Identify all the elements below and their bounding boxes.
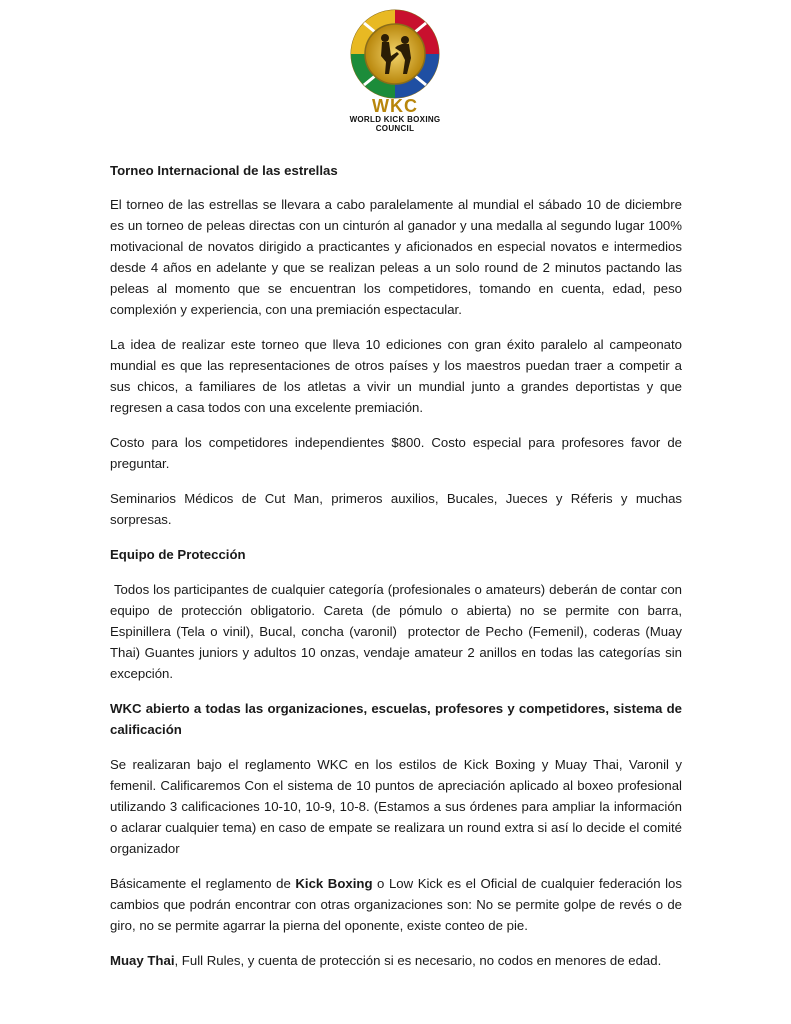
- kb-text-pre: Básicamente el reglamento de: [110, 876, 296, 891]
- wkc-emblem-icon: [345, 8, 445, 100]
- logo-caption: [320, 97, 470, 133]
- kb-text-post: o Low Kick es el Oficial de cualquier federación los cambios que podrán encontrar con otras organizaciones son: No se permite golpe de revés o de giro, no se permite agarrar la pierna del oponente, existe conteo de pie.: [110, 876, 682, 933]
- equipo-heading: Equipo de Protección: [110, 547, 246, 562]
- costo-paragraph: Costo para los competidores independientes $800. Costo especial para profesores favor de preguntar.: [110, 435, 682, 471]
- logo-line-2: COUNCIL: [375, 124, 415, 133]
- kb-bold: Kick Boxing: [295, 876, 373, 891]
- wkc-paragraph: Se realizaran bajo el reglamento WKC en los estilos de Kick Boxing y Muay Thai, Varonil y femenil. Calificaremos Con el sistema de 10 puntos de apreciación aplicado al boxeo profesional utilizando 3 calificaciones 10-10, 10-9, 10-8. (Estamos a sus órdenes para ampliar la información o aclarar cualquier tema) en caso de empate se realizara un round extra si así lo decide el comité organizador: [110, 757, 682, 856]
- torneo-heading: Torneo Internacional de las estrellas: [110, 163, 338, 178]
- logo-acronym: WKC: [372, 96, 418, 116]
- torneo-paragraph-1: El torneo de las estrellas se llevara a cabo paralelamente al mundial el sábado 10 de diciembre es un torneo de peleas directas con un cinturón al ganador y una medalla al segundo lugar 100% motivacional de novatos dirigido a practicantes y aficionados en especial novatos e intermedios desde 4 años en adelante y que se realizan peleas a un solo round de 2 minutos pactando las peleas al momento que se encuentran los competidores, tomando en cuenta, edad, peso complexión y experiencia, con una premiación espectacular.: [110, 197, 682, 317]
- logo-line-1: WORLD KICK BOXING: [349, 115, 441, 124]
- muay-thai-paragraph: [110, 950, 682, 971]
- equipo-paragraph: Todos los participantes de cualquier categoría (profesionales o amateurs) deberán de contar con equipo de protección obligatorio. Careta (de pómulo o abierta) no se permite con barra, Espinillera (Tela o vinil), Bucal, concha (varonil) protector de Pecho (Femenil), coderas (Muay Thai) Guantes juniors y adultos 10 onzas, vendaje amateur 2 anillos en todas las categorías sin excepción.: [110, 582, 686, 681]
- wkc-heading: WKC abierto a todas las organizaciones, escuelas, profesores y competidores, sistema de calificación: [110, 701, 682, 737]
- seminarios-paragraph: Seminarios Médicos de Cut Man, primeros auxilios, Bucales, Jueces y Réferis y muchas sorpresas.: [110, 491, 682, 527]
- mt-text-post: , Full Rules, y cuenta de protección si es necesario, no codos en menores de edad.: [174, 953, 662, 968]
- document-body: [110, 160, 686, 971]
- mt-bold: Muay Thai: [110, 953, 175, 968]
- kick-boxing-paragraph: [110, 873, 682, 936]
- torneo-paragraph-2: La idea de realizar este torneo que lleva 10 ediciones con gran éxito paralelo al campeonato mundial es que las representaciones de otros países y los maestros puedan traer a competir a sus chicos, a familiares de los atletas a vivir un mundial junto a grandes deportistas y que regresen a casa todos con una excelente premiación.: [110, 337, 682, 415]
